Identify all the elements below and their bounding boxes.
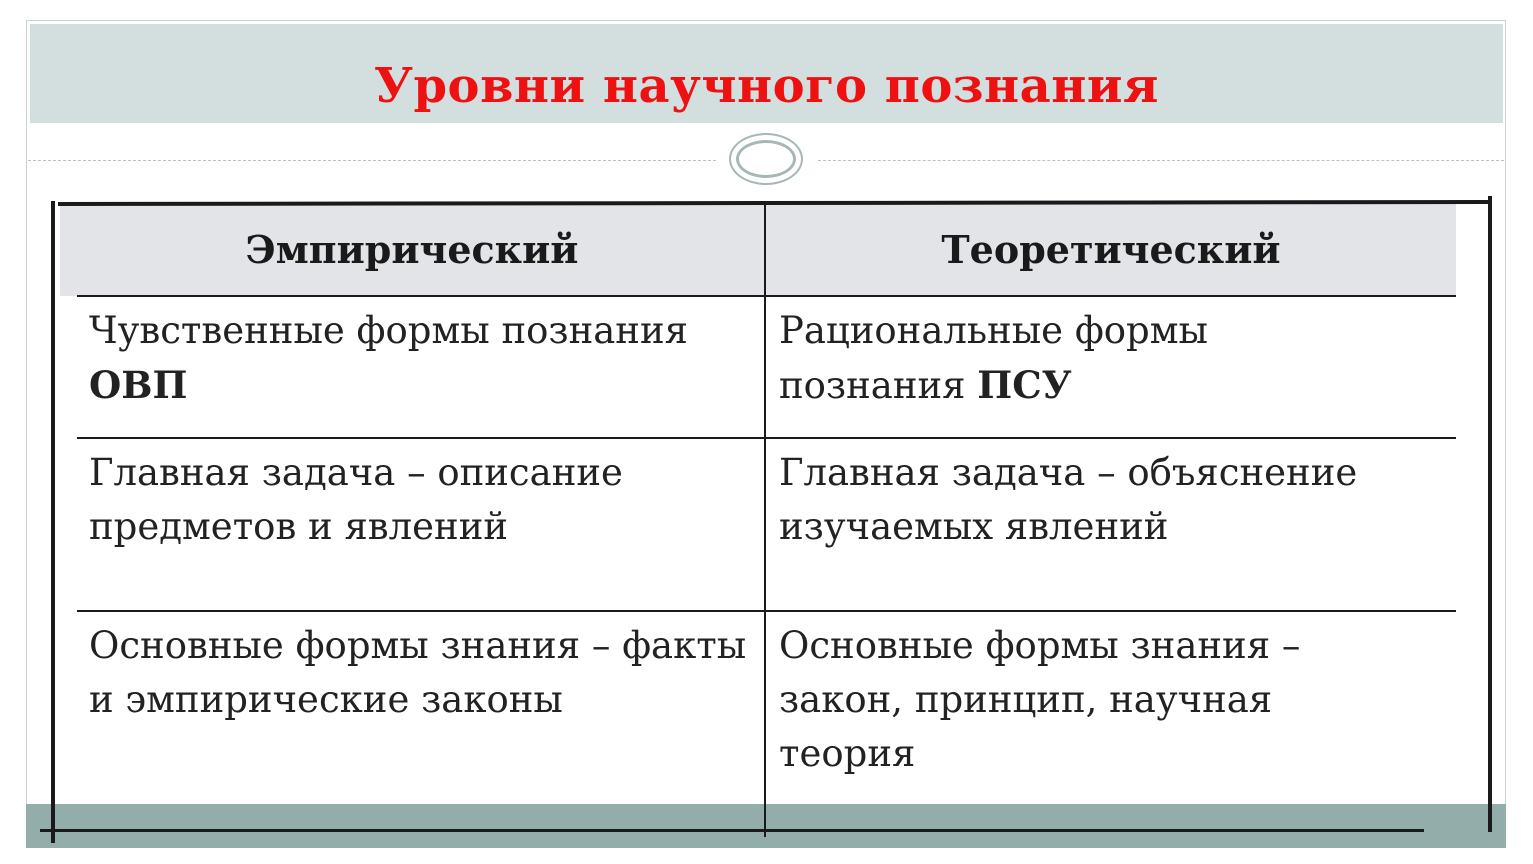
row-separator <box>77 437 1456 439</box>
cell-empirical-knowledge: Основные формы знания – факты и эмпирические законы <box>89 624 747 721</box>
cell-text: Чувственные формы познания <box>89 309 688 352</box>
table-left-border <box>51 201 55 843</box>
divider-right <box>818 160 1504 161</box>
table-bottom-border <box>40 829 1424 832</box>
header-empirical: Эмпирический <box>245 226 579 272</box>
slide-title: Уровни научного познания <box>374 58 1159 114</box>
cell-theoretical-task: Главная задача – объяснение изучаемых явлений <box>779 451 1358 548</box>
cell-abbreviation: ОВП <box>89 363 188 407</box>
row-separator <box>77 610 1456 612</box>
footer-band <box>26 804 1506 848</box>
ornament-ring-icon <box>729 133 803 185</box>
cell-text: Рациональные формы познания <box>779 309 1208 407</box>
cell-empirical-task: Главная задача – описание предметов и явлений <box>89 451 623 548</box>
divider-left <box>28 160 716 161</box>
cell-theoretical-knowledge: Основные формы знания – закон, принцип, научная теория <box>779 624 1301 775</box>
column-separator <box>764 201 766 837</box>
header-theoretical: Теоретический <box>941 226 1281 272</box>
cell-empirical-forms <box>89 304 759 413</box>
cell-abbreviation: ПСУ <box>977 363 1072 407</box>
cell-theoretical-forms <box>779 304 1319 413</box>
table-right-border <box>1488 196 1492 832</box>
row-separator <box>77 295 1456 297</box>
